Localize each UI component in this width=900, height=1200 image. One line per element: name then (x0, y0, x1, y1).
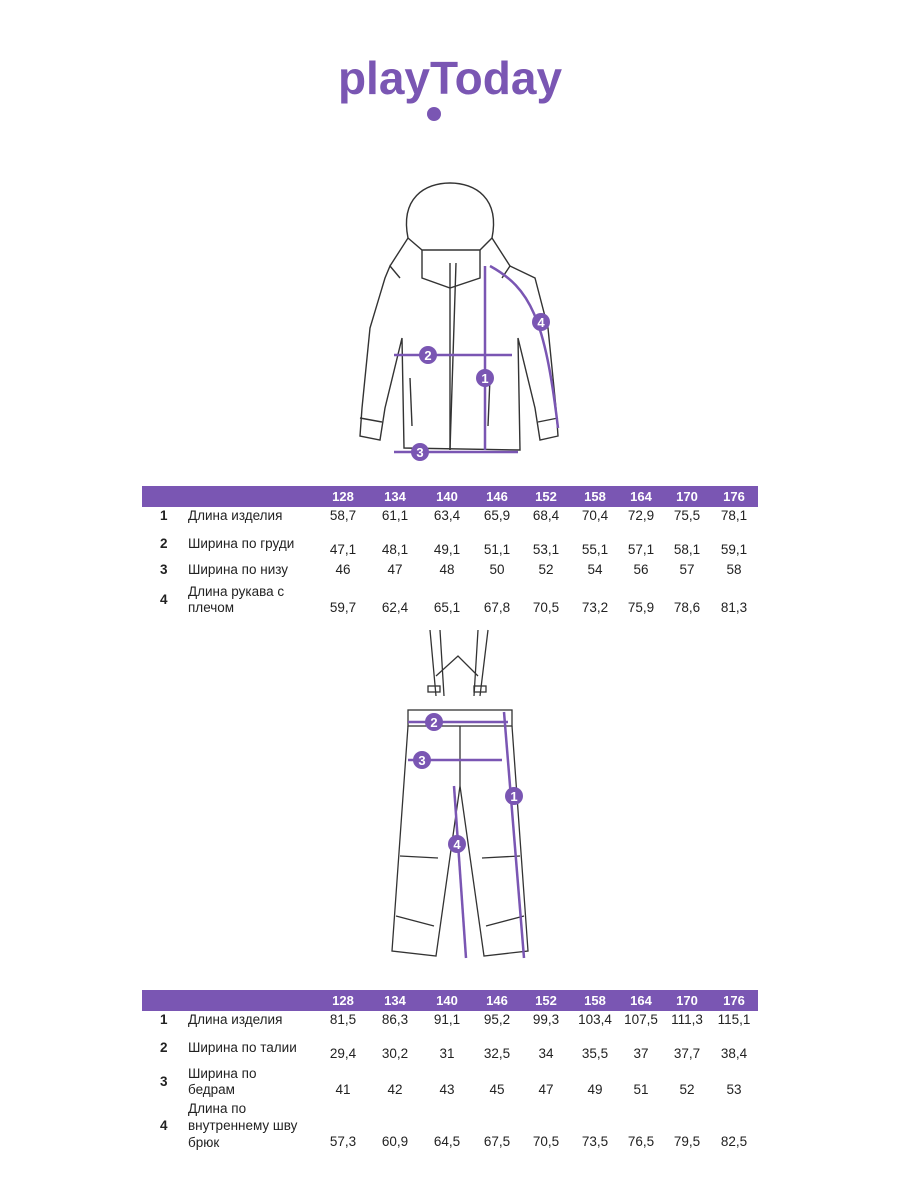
size-col: 140 (436, 489, 458, 504)
jacket-hood (406, 183, 493, 238)
playtoday-logo (330, 52, 570, 132)
size-col: 140 (436, 993, 458, 1008)
size-col: 128 (332, 993, 354, 1008)
svg-text:1: 1 (481, 371, 489, 386)
jacket-size-header (142, 486, 758, 507)
jacket-body (360, 266, 558, 450)
pants-waistband (408, 710, 512, 726)
pants-illustration (378, 626, 548, 971)
size-col: 176 (723, 489, 745, 504)
svg-text:1: 1 (510, 789, 518, 804)
svg-text:2: 2 (430, 715, 438, 730)
logo-wordmark: playToday (337, 52, 563, 104)
size-col: 146 (486, 489, 508, 504)
size-col: 176 (723, 993, 745, 1008)
pants-size-header (142, 990, 758, 1011)
size-col: 158 (584, 489, 606, 504)
size-col: 170 (676, 489, 698, 504)
svg-text:2: 2 (424, 348, 432, 363)
size-col: 152 (535, 489, 557, 504)
size-col: 152 (535, 993, 557, 1008)
svg-text:3: 3 (416, 445, 424, 460)
size-col: 134 (384, 489, 406, 504)
jacket-illustration (330, 178, 580, 468)
svg-text:3: 3 (418, 753, 426, 768)
size-col: 164 (630, 993, 652, 1008)
size-col: 146 (486, 993, 508, 1008)
size-col: 128 (332, 489, 354, 504)
svg-text:4: 4 (453, 837, 461, 852)
size-col: 170 (676, 993, 698, 1008)
logo-dot (427, 107, 441, 121)
brand-logo (0, 52, 900, 137)
size-col: 158 (584, 993, 606, 1008)
svg-text:4: 4 (537, 315, 545, 330)
size-col: 134 (384, 993, 406, 1008)
size-col: 164 (630, 489, 652, 504)
